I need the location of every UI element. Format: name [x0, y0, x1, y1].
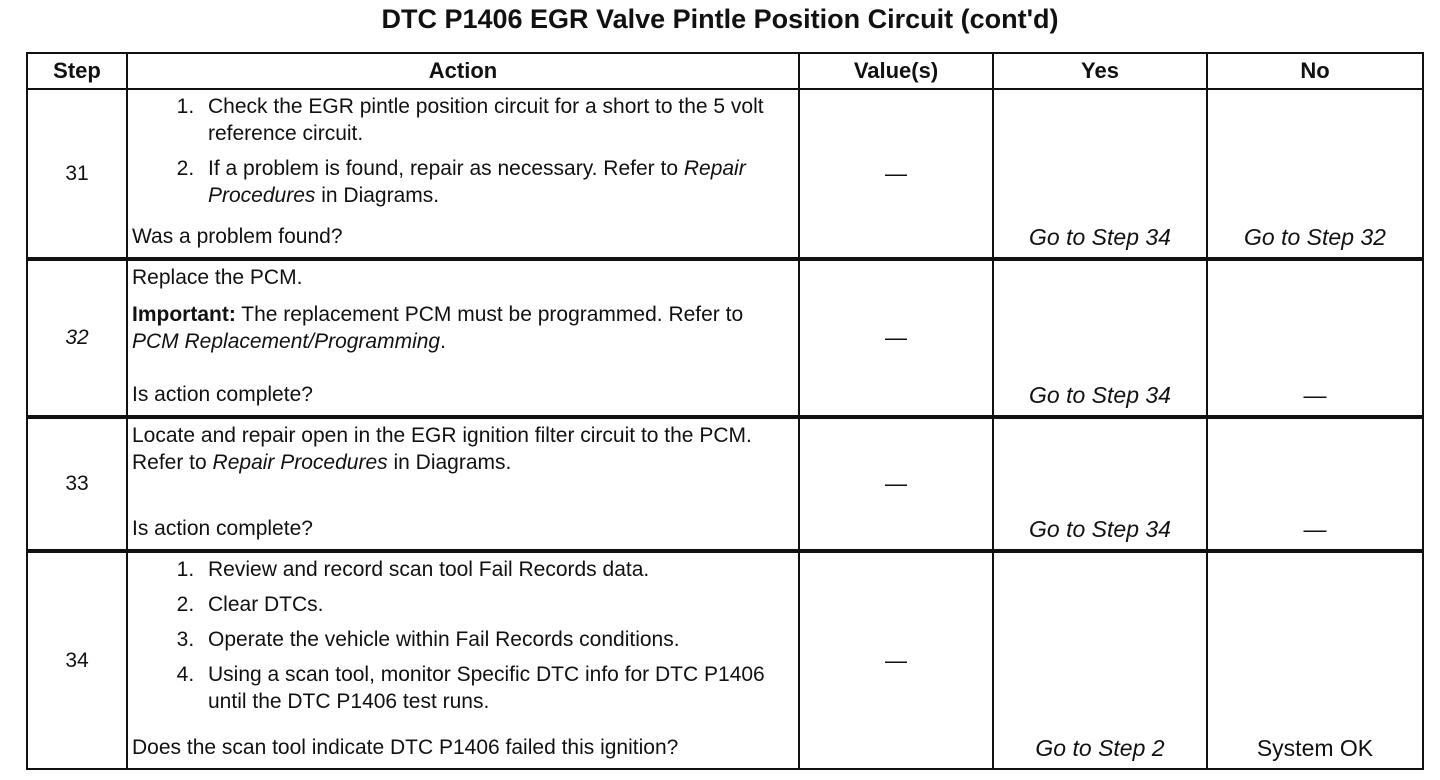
yes-link: Go to Step 34 — [1029, 516, 1171, 542]
no-value: — — [1303, 382, 1327, 408]
value-cell: — — [799, 551, 993, 769]
header-step: Step — [27, 53, 127, 89]
value-cell: — — [799, 417, 993, 551]
value-cell: — — [799, 259, 993, 417]
no-cell — [1207, 417, 1423, 551]
action-question: Is action complete? — [132, 517, 313, 541]
no-cell — [1207, 259, 1423, 417]
step-number: 33 — [27, 417, 127, 551]
yes-cell — [993, 551, 1207, 769]
action-list — [132, 555, 792, 723]
list-item: 4. Using a scan tool, monitor Specific DTC info for DTC P1406 until the DTC P1406 test runs. — [200, 662, 792, 716]
list-item: 2. If a problem is found, repair as necessary. Refer to Repair Procedures in Diagrams. — [200, 156, 792, 210]
list-item: 3. Operate the vehicle within Fail Records conditions. — [200, 627, 792, 654]
list-item: 2. Clear DTCs. — [200, 592, 792, 619]
yes-link: Go to Step 34 — [1029, 382, 1171, 408]
list-item: 1. Check the EGR pintle position circuit for a short to the 5 volt reference circuit. — [200, 94, 792, 148]
table-row — [27, 89, 1423, 259]
action-text: Locate and repair open in the EGR ignition filter circuit to the PCM. Refer to Repair Procedures in Diagrams. — [132, 424, 752, 474]
action-list — [132, 92, 792, 218]
yes-link: Go to Step 34 — [1029, 224, 1171, 250]
action-question: Does the scan tool indicate DTC P1406 failed this ignition? — [132, 736, 679, 760]
no-value: System OK — [1256, 735, 1374, 761]
header-action: Action — [127, 53, 799, 89]
action-cell — [127, 259, 799, 417]
no-cell — [1207, 551, 1423, 769]
no-cell — [1207, 89, 1423, 259]
no-value: — — [1303, 516, 1327, 542]
action-question: Was a problem found? — [132, 225, 343, 249]
header-no: No — [1207, 53, 1423, 89]
list-item: 1. Review and record scan tool Fail Records data. — [200, 557, 792, 584]
value-cell: — — [799, 89, 993, 259]
page-title: DTC P1406 EGR Valve Pintle Position Circuit (cont'd) — [381, 4, 1059, 34]
table-row — [27, 417, 1423, 551]
important-note: Important: The replacement PCM must be programmed. Refer to PCM Replacement/Programming. — [132, 302, 744, 353]
action-cell — [127, 551, 799, 769]
table-row — [27, 259, 1423, 417]
action-cell — [127, 89, 799, 259]
yes-cell — [993, 417, 1207, 551]
action-text: Replace the PCM. — [132, 266, 303, 289]
header-values: Value(s) — [799, 53, 993, 89]
action-question: Is action complete? — [132, 383, 313, 407]
step-number: 32 — [27, 259, 127, 417]
header-yes: Yes — [993, 53, 1207, 89]
step-number: 34 — [27, 551, 127, 769]
diagnostic-table — [26, 52, 1424, 770]
yes-cell — [993, 89, 1207, 259]
table-header-row — [27, 53, 1423, 89]
yes-link: Go to Step 2 — [1035, 735, 1165, 761]
table-row — [27, 551, 1423, 769]
action-cell — [127, 417, 799, 551]
step-number: 31 — [27, 89, 127, 259]
no-link: Go to Step 32 — [1244, 224, 1386, 250]
yes-cell — [993, 259, 1207, 417]
